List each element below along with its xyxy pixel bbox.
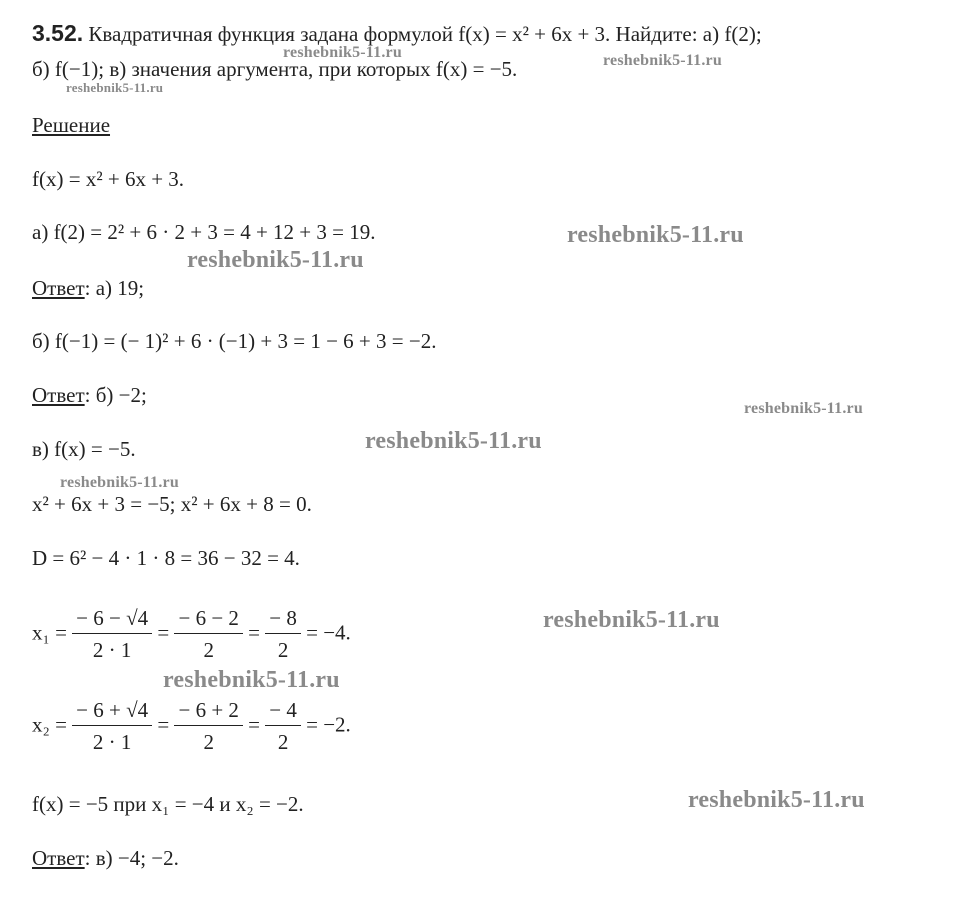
watermark: reshebnik5-11.ru	[744, 400, 863, 417]
answer-b	[32, 383, 147, 408]
watermark: reshebnik5-11.ru	[688, 787, 865, 813]
x2-fraction-2	[174, 698, 242, 755]
answer-v	[32, 846, 179, 871]
x2-fraction-3	[265, 698, 301, 755]
x1-fraction-2	[174, 606, 242, 663]
discriminant-line: D = 6² − 4 · 1 · 8 = 36 − 32 = 4.	[32, 546, 300, 570]
function-line: f(x) = x² + 6x + 3.	[32, 167, 185, 191]
x1-num-3: − 8	[265, 606, 301, 634]
x2-num-1: − 6 + √4	[72, 698, 152, 726]
x2-den-2: 2	[203, 730, 214, 755]
x1-den-1: 2 · 1	[92, 638, 132, 663]
x2-fraction-1	[72, 698, 152, 755]
problem-number: 3.52.	[32, 20, 84, 46]
x2-line: x₂ = $\frac{- 6 + √4}{2 \cdot 1}$ = $\frac{- 6 + 2}{2}$ = $\frac{- 4}{2}$ = −2.	[32, 698, 351, 755]
answer-a	[32, 276, 144, 301]
watermark: reshebnik5-11.ru	[163, 667, 340, 693]
x1-fraction-1	[72, 606, 152, 663]
x1-num-2: − 6 − 2	[174, 606, 242, 634]
problem-text-1: Квадратичная функция задана формулой f(x) = x² + 6x + 3. Найдите: а) f(2);	[88, 22, 762, 46]
watermark: reshebnik5-11.ru	[187, 247, 364, 273]
x1-den-2: 2	[203, 638, 214, 663]
conclusion-line: f(x) = −5 при x₁ = −4 и x₂ = −2.	[32, 792, 304, 816]
answer-v-text: : в) −4; −2.	[84, 846, 179, 870]
problem-line-2: б) f(−1); в) значения аргумента, при которых f(x) = −5.	[32, 57, 518, 81]
x1-result: = −4.	[306, 620, 351, 645]
x1-line: x₁ = $\frac{- 6 - √4}{2 \cdot 1}$ = $\frac{- 6 - 2}{2}$ = $\frac{- 8}{2}$ = −4.	[32, 606, 351, 663]
x2-num-3: − 4	[265, 698, 301, 726]
x1-lhs: x₁ =	[32, 620, 67, 645]
part-v-line: в) f(x) = −5.	[32, 437, 136, 461]
x1-fraction-3	[265, 606, 301, 663]
solution-label: Решение	[32, 113, 111, 137]
answer-label: Ответ	[32, 383, 85, 407]
watermark: reshebnik5-11.ru	[60, 474, 179, 491]
answer-b-text: : б) −2;	[84, 383, 147, 407]
equation-line: x² + 6x + 3 = −5; x² + 6x + 8 = 0.	[32, 492, 312, 516]
x2-den-1: 2 · 1	[92, 730, 132, 755]
watermark: reshebnik5-11.ru	[543, 607, 720, 633]
watermark: reshebnik5-11.ru	[283, 44, 402, 61]
x1-den-3: 2	[277, 638, 289, 663]
watermark: reshebnik5-11.ru	[365, 428, 542, 454]
watermark: reshebnik5-11.ru	[603, 52, 722, 69]
watermark: reshebnik5-11.ru	[66, 80, 164, 95]
x2-result: = −2.	[306, 712, 351, 737]
x1-num-1: − 6 − √4	[72, 606, 152, 634]
x2-num-2: − 6 + 2	[174, 698, 242, 726]
x2-den-3: 2	[277, 730, 289, 755]
part-b-line: б) f(−1) = (− 1)² + 6 · (−1) + 3 = 1 − 6 + 3 = −2.	[32, 329, 437, 353]
answer-a-text: : а) 19;	[84, 276, 145, 300]
part-a-line: а) f(2) = 2² + 6 · 2 + 3 = 4 + 12 + 3 = 19.	[32, 220, 376, 244]
answer-label: Ответ	[32, 276, 85, 300]
answer-label: Ответ	[32, 846, 85, 870]
x2-lhs: x₂ =	[32, 712, 67, 737]
watermark: reshebnik5-11.ru	[567, 222, 744, 248]
